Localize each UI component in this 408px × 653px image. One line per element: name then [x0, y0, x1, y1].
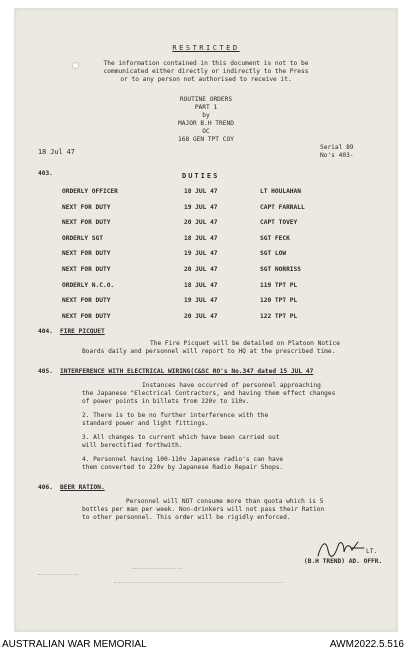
duty-assignee: LT HOULAHAN	[260, 188, 301, 195]
section-number-403: 403.	[38, 170, 53, 177]
duty-assignee: SGT LOW	[260, 250, 287, 258]
duty-date: 20 JUL 47	[184, 219, 218, 227]
duty-row	[14, 219, 398, 229]
paragraph-line: Instances have occurred of personnel approaching	[142, 382, 321, 389]
notice-line: communicated either directly or indirectly to the Press	[103, 68, 309, 75]
paragraph-line: Boards daily and personnel will report to HQ at the prescribed time.	[82, 348, 336, 355]
notice-line: The information contained in this document is not to be	[103, 60, 309, 67]
document-page	[14, 8, 398, 632]
bleed-through-mark	[38, 574, 78, 580]
duties-heading: DUTIES	[182, 172, 220, 180]
notice-line: or to any person not authorised to receive it.	[120, 76, 292, 83]
title-line: ROUTINE ORDERS	[179, 96, 233, 103]
serial-number: Serial 89	[320, 144, 354, 151]
duty-assignee: 119 TPT PL	[260, 281, 298, 289]
bleed-through-mark	[114, 582, 284, 588]
duty-role: NEXT FOR DUTY	[62, 312, 111, 320]
title-line: MAJOR B.H TREND	[178, 120, 234, 127]
duty-row	[14, 313, 398, 323]
duty-date: 18 JUL 47	[184, 234, 218, 242]
duty-assignee: SGT FECK	[260, 234, 290, 242]
footer-accession: AWM2022.5.516	[329, 639, 404, 650]
paragraph-line: 2. There is to be no further interference with the	[82, 412, 269, 419]
duty-role: NEXT FOR DUTY	[62, 266, 111, 273]
order-date: 18 Jul 47	[38, 148, 75, 156]
duty-date: 20 JUL 47	[184, 266, 218, 273]
paragraph-line: of power points in billets from 220v to 110v.	[82, 398, 250, 405]
title-line: PART 1	[194, 104, 218, 111]
paragraph-line: them converted to 220v by Japanese Radio Repair Shops.	[82, 464, 284, 471]
duty-row	[14, 297, 398, 307]
duty-date: 18 JUL 47	[184, 281, 218, 289]
title-line: 168 GEN TPT COY	[178, 136, 234, 143]
duty-date: 18 JUL 47	[184, 188, 218, 195]
handwritten-signature	[314, 538, 374, 560]
paragraph-line: The Fire Picquet will be detailed on Platoon Notice	[150, 340, 340, 347]
duty-date: 20 JUL 47	[184, 312, 218, 320]
serial-range: No's 403-	[320, 152, 354, 159]
restricted-heading: RESTRICTED	[172, 44, 240, 52]
duty-role: NEXT FOR DUTY	[62, 250, 111, 258]
duty-assignee: SGT NORRISS	[260, 266, 301, 273]
section-heading-406: BEER RATION.	[60, 484, 105, 491]
paragraph-line: the Japanese "Electrical Contractors, and having them effect changes	[82, 390, 336, 397]
section-number-404: 404.	[38, 328, 53, 335]
duty-row	[14, 188, 398, 198]
duty-assignee: CAPT TOVEY	[260, 219, 298, 227]
footer-source: AUSTRALIAN WAR MEMORIAL	[2, 639, 147, 650]
duty-role: NEXT FOR DUTY	[62, 203, 111, 211]
signature-block: (B.H TREND) AD. OFFR.	[304, 558, 383, 565]
duty-assignee: 120 TPT PL	[260, 297, 298, 305]
paragraph-line: 3. All changes to current which have been carried out	[82, 434, 280, 441]
section-number-405: 405.	[38, 368, 53, 375]
section-number-406: 406.	[38, 484, 53, 491]
duty-role: ORDERLY OFFICER	[62, 188, 118, 195]
duty-row	[14, 282, 398, 292]
paragraph-line: bottles per man per week. Non-drinkers will not pass their Ration	[82, 506, 325, 513]
paragraph-line: will berectified forthwith.	[82, 442, 183, 449]
duty-assignee: 122 TPT PL	[260, 312, 298, 320]
duty-row	[14, 250, 398, 260]
duty-role: NEXT FOR DUTY	[62, 297, 111, 305]
section-heading-405: INTERFERENCE WITH ELECTRICAL WIRING(C&SC RO's No.347 dated 15 JUL 47	[60, 368, 314, 375]
duty-role: NEXT FOR DUTY	[62, 219, 111, 227]
duty-row	[14, 266, 398, 276]
duty-date: 19 JUL 47	[184, 203, 218, 211]
title-line: OC	[202, 128, 210, 135]
signature-rank: LT.	[366, 548, 378, 555]
duty-role: ORDERLY SGT	[62, 234, 103, 242]
section-heading-404: FIRE PICQUET	[60, 328, 105, 335]
bleed-through-mark	[132, 568, 182, 574]
duty-row	[14, 235, 398, 245]
title-line: by	[202, 112, 210, 119]
duty-date: 19 JUL 47	[184, 297, 218, 305]
paragraph-line: standard power and light fittings.	[82, 420, 209, 427]
duty-row	[14, 204, 398, 214]
paragraph-line: to other personnel. This order will be rigidly enforced.	[82, 514, 291, 521]
archive-footer	[0, 636, 408, 653]
duty-role: ORDERLY N.C.O.	[62, 281, 115, 289]
duty-assignee: CAPT FARRALL	[260, 203, 305, 211]
paragraph-line: 4. Personnel having 100-110v Japanese radio's can have	[82, 456, 284, 463]
duty-date: 19 JUL 47	[184, 250, 218, 258]
paragraph-line: Personnel will NOT consume more than quota which is 5	[126, 498, 324, 505]
